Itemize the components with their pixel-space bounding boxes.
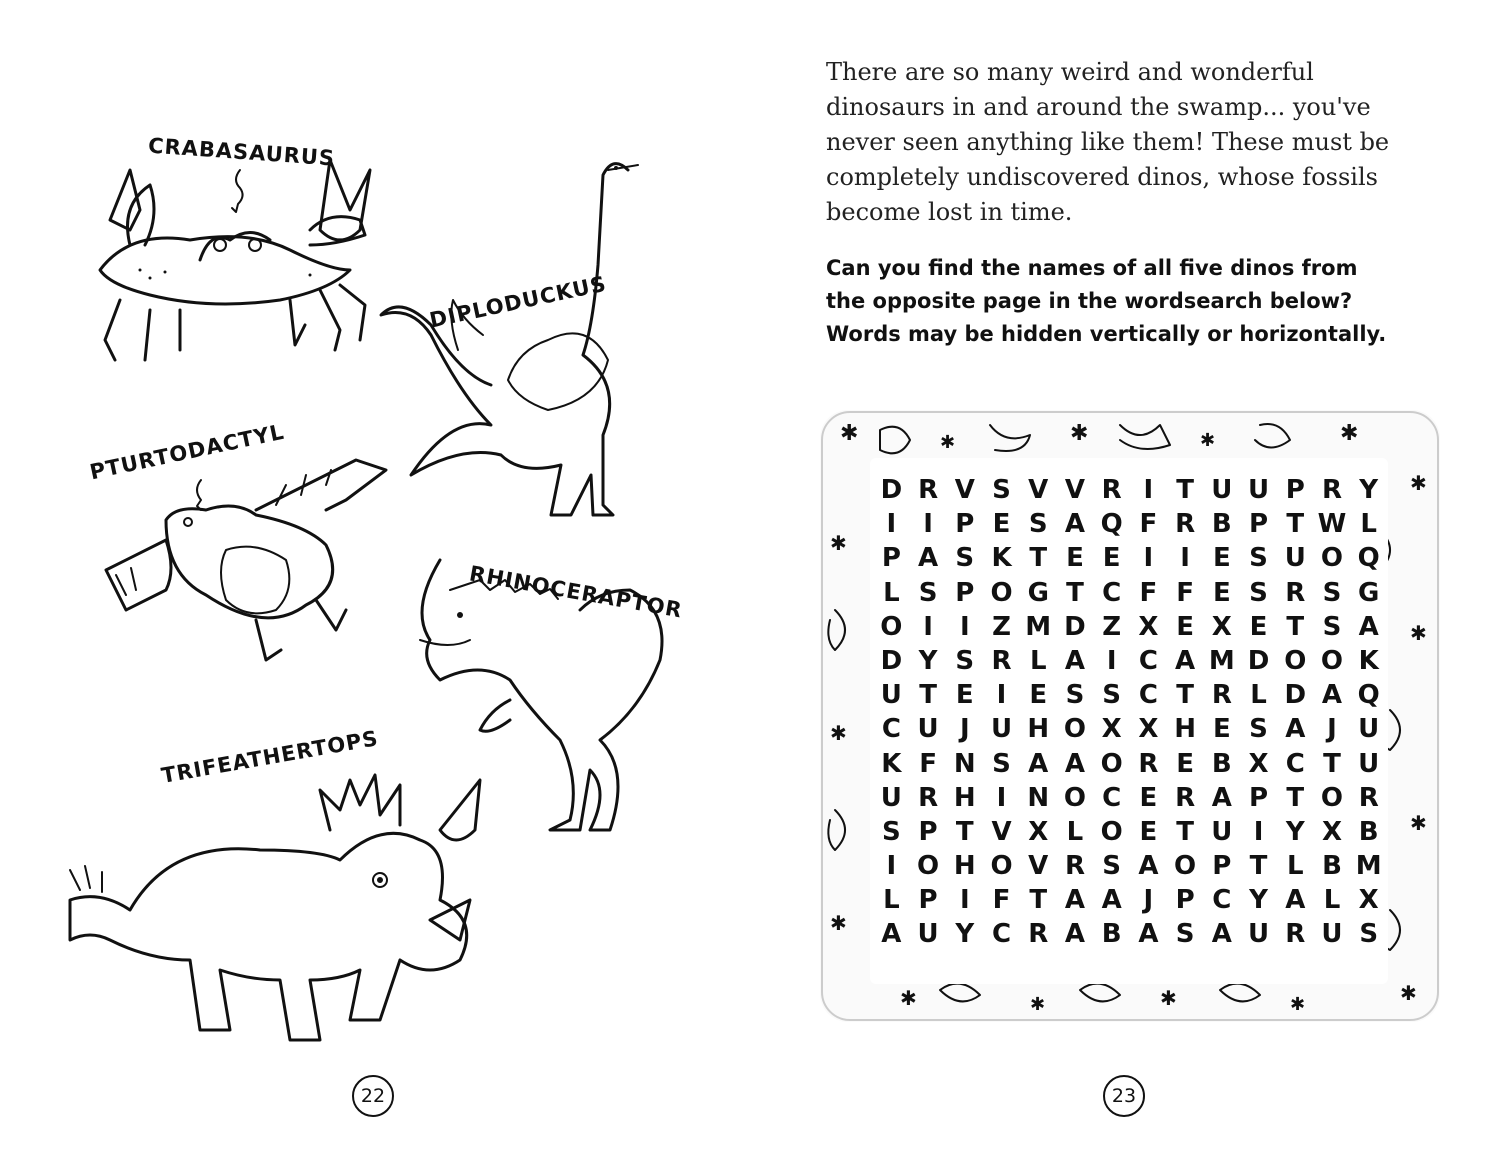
wordsearch-letter[interactable]: X (1138, 714, 1159, 745)
wordsearch-letter[interactable]: C (1212, 885, 1232, 916)
wordsearch-letter[interactable]: R (918, 782, 939, 813)
wordsearch-letter[interactable]: H (953, 851, 976, 882)
page-number-left: 22 (352, 1075, 394, 1117)
star-icon: ✱ (1400, 981, 1417, 1005)
wordsearch-letter[interactable]: G (1358, 577, 1380, 608)
wordsearch-letter[interactable]: E (1139, 782, 1158, 813)
question-line-2: the opposite page in the wordsearch below? (826, 289, 1353, 313)
wordsearch-letter[interactable]: A (1138, 851, 1159, 882)
dino-label-diploduckus: DIPLODUCKUS (427, 271, 609, 333)
wordsearch-letter[interactable]: U (1247, 919, 1270, 950)
wordsearch-letter[interactable]: C (1138, 680, 1158, 711)
wordsearch-letter[interactable]: A (1175, 645, 1196, 676)
wordsearch-letter[interactable]: S (1175, 919, 1195, 950)
star-icon: ✱ (1160, 986, 1177, 1010)
wordsearch-letter[interactable]: C (1102, 782, 1122, 813)
wordsearch-letter[interactable]: M (1025, 611, 1052, 642)
wordsearch-letter[interactable]: E (1212, 577, 1231, 608)
wordsearch-letter[interactable]: L (1066, 816, 1084, 847)
wordsearch-letter[interactable]: O (1284, 645, 1307, 676)
wordsearch-letter[interactable]: P (1212, 851, 1232, 882)
wordsearch-letter[interactable]: I (886, 851, 897, 882)
wordsearch-letter[interactable]: O (990, 851, 1013, 882)
wordsearch-letter[interactable]: V (1028, 851, 1049, 882)
wordsearch-letter[interactable]: E (992, 509, 1011, 540)
wordsearch-letter[interactable]: I (1180, 543, 1190, 574)
wordsearch-letter[interactable]: J (959, 714, 970, 745)
wordsearch-letter[interactable]: K (881, 748, 902, 779)
wordsearch-letter[interactable]: F (1139, 577, 1158, 608)
wordsearch-letter[interactable]: X (1028, 816, 1049, 847)
wordsearch-row (873, 883, 1387, 917)
wordsearch-letter[interactable]: E (1212, 714, 1231, 745)
wordsearch-letter[interactable]: R (1028, 919, 1049, 950)
wordsearch-letter[interactable]: A (1285, 714, 1306, 745)
wordsearch-letter[interactable]: O (1174, 851, 1197, 882)
wordsearch-letter[interactable]: R (1358, 782, 1379, 813)
wordsearch-letter[interactable]: C (881, 714, 901, 745)
wordsearch-row (873, 541, 1387, 575)
wordsearch-letter[interactable]: R (1138, 748, 1159, 779)
wordsearch-letter[interactable]: T (1029, 885, 1048, 916)
wordsearch-letter[interactable]: B (1101, 919, 1122, 950)
wordsearch-letter[interactable]: T (1323, 748, 1341, 779)
star-icon: ✱ (1030, 994, 1046, 1015)
wordsearch-letter[interactable]: K (1358, 645, 1379, 676)
wordsearch-letter[interactable]: Q (1357, 543, 1380, 574)
wordsearch-letter[interactable]: X (1321, 816, 1342, 847)
wordsearch-letter[interactable]: U (1284, 543, 1306, 574)
wordsearch-letter[interactable]: L (883, 577, 900, 608)
wordsearch-letter[interactable]: P (955, 509, 975, 540)
wordsearch-letter[interactable]: R (1175, 782, 1196, 813)
wordsearch-letter[interactable]: B (1358, 816, 1379, 847)
dino-label-trifeathertops: TRIFEATHERTOPS (159, 726, 381, 788)
wordsearch-letter[interactable]: A (1101, 885, 1122, 916)
wordsearch-letter[interactable]: D (1247, 645, 1270, 676)
wordsearch-letter[interactable]: S (992, 748, 1011, 779)
wordsearch-letter[interactable]: U (880, 782, 902, 813)
wordsearch-letter[interactable]: I (996, 782, 1007, 813)
wordsearch-letter[interactable]: L (1029, 645, 1047, 676)
wordsearch-letter[interactable]: V (1064, 475, 1086, 505)
wordsearch-letter[interactable]: I (886, 509, 897, 540)
wordsearch-letter[interactable]: R (1064, 851, 1085, 882)
wordsearch-letter[interactable]: T (1286, 782, 1305, 813)
wordsearch-letter[interactable]: U (990, 714, 1013, 745)
wordsearch-letter[interactable]: X (1358, 885, 1379, 916)
wordsearch-row (873, 781, 1387, 815)
wordsearch-letter[interactable]: H (1027, 714, 1050, 745)
star-icon: ✱ (1410, 811, 1427, 835)
wordsearch-letter[interactable]: P (918, 816, 938, 847)
wordsearch-letter[interactable]: S (1322, 577, 1342, 608)
wordsearch-letter[interactable]: L (1360, 509, 1377, 540)
wordsearch-letter[interactable]: U (917, 919, 939, 950)
dino-label-pturtodactyl: PTURTODACTYL (87, 419, 287, 485)
wordsearch-letter[interactable]: U (1211, 816, 1233, 847)
wordsearch-letter[interactable]: L (1323, 885, 1341, 916)
wordsearch-letter[interactable]: E (1029, 680, 1048, 711)
wordsearch-letter[interactable]: Q (1357, 680, 1380, 711)
wordsearch-letter[interactable]: L (1286, 851, 1304, 882)
wordsearch-letter[interactable]: K (991, 543, 1012, 574)
wordsearch-letter[interactable]: L (883, 885, 900, 916)
wordsearch-letter[interactable]: X (1211, 611, 1232, 642)
wordsearch-letter[interactable]: H (953, 782, 976, 813)
wordsearch-letter[interactable]: P (1175, 885, 1195, 916)
wordsearch-letter[interactable]: E (955, 680, 974, 711)
wordsearch-letter[interactable]: A (1285, 885, 1306, 916)
wordsearch-letter[interactable]: E (1176, 748, 1194, 779)
wordsearch-row (873, 815, 1387, 849)
wordsearch-letter[interactable]: A (1211, 782, 1232, 813)
wordsearch-letter[interactable]: A (1064, 748, 1086, 779)
wordsearch-letter[interactable]: R (1285, 919, 1306, 950)
wordsearch-letter[interactable]: N (1027, 782, 1050, 813)
wordsearch-letter[interactable]: E (1066, 543, 1084, 574)
wordsearch-letter[interactable]: Y (1249, 885, 1268, 916)
wordsearch-letter[interactable]: S (1102, 851, 1122, 882)
wordsearch-letter[interactable]: P (1285, 475, 1305, 505)
dino-label-crabasaurus: CRABASAURUS (147, 133, 336, 171)
wordsearch-letter[interactable]: J (1327, 714, 1337, 745)
wordsearch-letter[interactable]: U (917, 714, 939, 745)
wordsearch-letter[interactable]: Y (1285, 816, 1305, 847)
wordsearch-grid (873, 473, 1387, 952)
star-icon: ✱ (840, 421, 859, 446)
wordsearch-letter[interactable]: Y (918, 645, 938, 676)
wordsearch-letter[interactable]: C (1102, 577, 1122, 608)
wordsearch-letter[interactable]: P (1249, 782, 1269, 813)
wordsearch-letter[interactable]: S (1249, 577, 1268, 608)
star-icon: ✱ (1340, 421, 1359, 446)
wordsearch-letter[interactable]: B (1322, 851, 1342, 882)
wordsearch-letter[interactable]: E (1212, 543, 1231, 574)
wordsearch-letter[interactable]: Z (992, 611, 1011, 642)
wordsearch-letter[interactable]: A (1138, 919, 1159, 950)
wordsearch-letter[interactable]: I (1143, 475, 1154, 505)
wordsearch-letter[interactable]: S (1102, 680, 1122, 711)
wordsearch-letter[interactable]: A (1064, 885, 1086, 916)
wordsearch-letter[interactable]: S (1359, 919, 1379, 950)
wordsearch-letter[interactable]: U (1211, 475, 1233, 505)
wordsearch-letter[interactable]: D (1284, 680, 1307, 711)
wordsearch-letter[interactable]: X (1138, 611, 1159, 642)
wordsearch-letter[interactable]: R (1285, 577, 1306, 608)
wordsearch-letter[interactable]: I (959, 885, 970, 916)
wordsearch-letter[interactable]: S (1249, 543, 1268, 574)
star-icon: ✱ (900, 986, 917, 1010)
wordsearch-letter[interactable]: O (1100, 816, 1123, 847)
wordsearch-letter[interactable]: O (1100, 748, 1123, 779)
wordsearch-letter[interactable]: P (1249, 509, 1269, 540)
wordsearch-letter[interactable]: F (992, 885, 1011, 916)
wordsearch-letter[interactable]: A (1064, 645, 1086, 676)
wordsearch-letter[interactable]: S (918, 577, 938, 608)
wordsearch-letter[interactable]: T (955, 816, 974, 847)
wordsearch-letter[interactable]: U (1358, 748, 1380, 779)
page-number-right: 23 (1103, 1075, 1145, 1117)
wordsearch-letter[interactable]: O (1320, 543, 1344, 574)
wordsearch-row (873, 712, 1387, 746)
star-icon: ✱ (830, 531, 847, 555)
question-line-3: Words may be hidden vertically or horizontally. (826, 322, 1387, 346)
star-icon: ✱ (830, 911, 847, 935)
wordsearch-letter[interactable]: S (881, 816, 901, 847)
wordsearch-letter[interactable]: D (880, 645, 903, 676)
wordsearch-letter[interactable]: F (919, 748, 937, 779)
wordsearch-letter[interactable]: A (1211, 919, 1232, 950)
wordsearch-letter[interactable]: A (881, 919, 902, 950)
wordsearch-letter[interactable]: I (1143, 543, 1154, 574)
wordsearch-letter[interactable]: S (955, 645, 975, 676)
wordsearch-letter[interactable]: O (880, 611, 903, 642)
wordsearch-row (873, 644, 1387, 678)
star-icon: ✱ (1200, 430, 1216, 451)
wordsearch-letter[interactable]: T (1176, 475, 1194, 505)
wordsearch-letter[interactable]: R (1211, 680, 1232, 711)
question-line-1: Can you find the names of all five dinos from (826, 256, 1358, 280)
star-icon: ✱ (1410, 471, 1427, 495)
wordsearch-letter[interactable]: Y (1359, 475, 1379, 505)
wordsearch-question (826, 252, 1446, 351)
wordsearch-letter[interactable]: P (918, 885, 938, 916)
intro-paragraph: There are so many weird and wonderful dinosaurs in and around the swamp... you've never seen anything like them! These must be completely undiscovered dinos, whose fossils become lost in time. (826, 58, 1390, 226)
wordsearch-letter[interactable]: L (1250, 680, 1267, 711)
wordsearch-letter[interactable]: C (991, 919, 1012, 950)
wordsearch-letter[interactable]: O (917, 851, 940, 882)
wordsearch-row (873, 678, 1387, 712)
wordsearch-letter[interactable]: N (953, 748, 976, 779)
wordsearch-letter[interactable]: O (1320, 645, 1344, 676)
wordsearch-letter[interactable]: U (1247, 475, 1270, 505)
wordsearch-letter[interactable]: H (1174, 714, 1196, 745)
wordsearch-letter[interactable]: X (1101, 714, 1122, 745)
wordsearch-row (873, 849, 1387, 883)
wordsearch-letter[interactable]: F (1176, 577, 1194, 608)
wordsearch-row (873, 473, 1387, 507)
wordsearch-letter[interactable]: V (991, 816, 1012, 847)
wordsearch-letter[interactable]: X (1248, 748, 1269, 779)
trifeathertops-illustration (60, 770, 490, 1070)
wordsearch-letter[interactable]: E (1139, 816, 1158, 847)
wordsearch-letter[interactable]: R (1321, 475, 1342, 505)
wordsearch-letter[interactable]: B (1211, 509, 1232, 540)
wordsearch-letter[interactable]: E (1102, 543, 1121, 574)
star-icon: ✱ (1070, 421, 1089, 446)
wordsearch-letter[interactable]: P (955, 577, 975, 608)
wordsearch-letter[interactable]: Q (1100, 509, 1123, 540)
wordsearch-letter[interactable]: S (1065, 680, 1085, 711)
wordsearch-letter[interactable]: O (1320, 782, 1344, 813)
star-icon: ✱ (940, 432, 956, 453)
wordsearch-letter[interactable]: V (1028, 475, 1049, 505)
wordsearch-letter[interactable]: S (1322, 611, 1342, 642)
wordsearch-letter[interactable]: S (955, 543, 975, 574)
wordsearch-letter[interactable]: D (880, 475, 903, 505)
wordsearch-letter[interactable]: O (1063, 714, 1086, 745)
wordsearch-letter[interactable]: A (1064, 509, 1086, 540)
wordsearch-letter[interactable]: M (1208, 645, 1235, 676)
crabasaurus-illustration (80, 150, 380, 390)
wordsearch-letter[interactable]: E (1249, 611, 1268, 642)
wordsearch-letter[interactable]: S (1028, 509, 1048, 540)
wordsearch-letter[interactable]: S (1249, 714, 1268, 745)
wordsearch-letter[interactable]: G (1027, 577, 1049, 608)
wordsearch-letter[interactable]: T (1066, 577, 1084, 608)
wordsearch-letter[interactable]: T (1029, 543, 1048, 574)
wordsearch-letter[interactable]: I (923, 611, 933, 642)
wordsearch-letter[interactable]: J (1143, 885, 1154, 916)
wordsearch-row (873, 747, 1387, 781)
wordsearch-letter[interactable]: T (1286, 611, 1305, 642)
pturtodactyl-illustration (96, 450, 396, 670)
wordsearch-letter[interactable]: A (1321, 680, 1343, 711)
wordsearch-letter[interactable]: T (1176, 680, 1194, 711)
wordsearch-letter[interactable]: R (918, 475, 939, 505)
wordsearch-letter[interactable]: R (991, 645, 1012, 676)
wordsearch-letter[interactable]: F (1139, 509, 1158, 540)
wordsearch-letter[interactable]: E (1176, 611, 1194, 642)
wordsearch-letter[interactable]: A (1358, 611, 1379, 642)
wordsearch-letter[interactable]: B (1211, 748, 1232, 779)
wordsearch-letter[interactable]: U (880, 680, 902, 711)
star-icon: ✱ (1410, 621, 1427, 645)
wordsearch-letter[interactable]: W (1317, 509, 1347, 540)
wordsearch-letter[interactable]: Z (1102, 611, 1122, 642)
wordsearch-letter[interactable]: R (1175, 509, 1196, 540)
wordsearch-letter[interactable]: D (1064, 611, 1086, 642)
wordsearch-letter[interactable]: U (1321, 919, 1343, 950)
wordsearch-letter[interactable]: C (1285, 748, 1305, 779)
wordsearch-letter[interactable]: T (1176, 816, 1194, 847)
wordsearch-letter[interactable]: A (1064, 919, 1086, 950)
wordsearch-row (873, 576, 1387, 610)
wordsearch-letter[interactable]: I (923, 509, 933, 540)
wordsearch-letter[interactable]: I (959, 611, 970, 642)
wordsearch-letter[interactable]: T (1249, 851, 1268, 882)
wordsearch-row (873, 507, 1387, 541)
wordsearch-letter[interactable]: M (1355, 851, 1382, 882)
wordsearch-letter[interactable]: O (1063, 782, 1086, 813)
wordsearch-letter[interactable]: T (1286, 509, 1305, 540)
wordsearch-letter[interactable]: V (954, 475, 975, 505)
wordsearch-row (873, 610, 1387, 644)
wordsearch-row (873, 917, 1387, 951)
wordsearch-letter[interactable]: I (1106, 645, 1117, 676)
dino-label-rhinoceraptor: RHINOCERAPTOR (467, 561, 685, 623)
wordsearch-letter[interactable]: O (990, 577, 1013, 608)
wordsearch-letter[interactable]: C (1138, 645, 1158, 676)
wordsearch-letter[interactable]: A (918, 543, 939, 574)
wordsearch-letter[interactable]: U (1358, 714, 1380, 745)
wordsearch-letter[interactable]: S (992, 475, 1011, 505)
diploduckus-illustration (368, 150, 658, 520)
wordsearch-letter[interactable]: T (919, 680, 937, 711)
wordsearch-letter[interactable]: R (1101, 475, 1122, 505)
wordsearch-letter[interactable]: Y (955, 919, 975, 950)
wordsearch-letter[interactable]: I (1253, 816, 1264, 847)
wordsearch-letter[interactable]: I (996, 680, 1007, 711)
star-icon: ✱ (830, 721, 847, 745)
wordsearch-letter[interactable]: P (881, 543, 901, 574)
wordsearch-letter[interactable]: A (1028, 748, 1049, 779)
star-icon: ✱ (1290, 994, 1306, 1015)
